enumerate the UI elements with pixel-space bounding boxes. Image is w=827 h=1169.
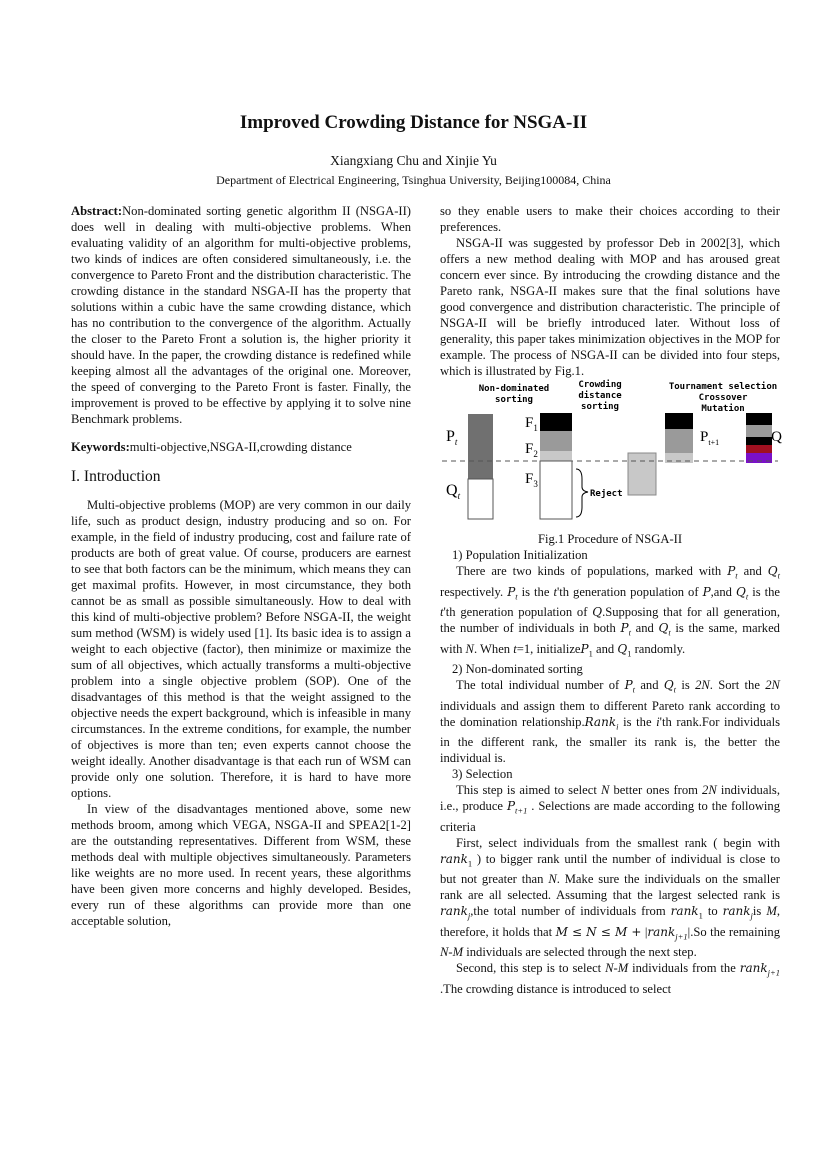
section-heading-introduction: I. Introduction xyxy=(71,468,161,485)
label-f3: $F_3$ xyxy=(525,471,538,489)
procedure-diagram xyxy=(440,380,782,531)
pt-box xyxy=(468,414,493,479)
intro-paragraph-4: NSGA-II was suggested by professor Deb in 2002[3], which offers a new method dealing with MOP and has aroused great concern ever since. By introducing the crowding distance and the Pareto rank, NSGA-II makes sure that the final solutions have good convergence and distribution characteristic. The principle of NSGA-II will be briefly introduced later. Without loss of generality, this paper takes minimization objectives in the MOP for example. The process of NSGA-II can be divided into four steps, which is illustrated by Fig.1. xyxy=(440,236,780,378)
abstract xyxy=(71,203,411,427)
label-nondominated-sorting: sorting xyxy=(495,395,533,405)
label-crossover: Crossover xyxy=(698,393,748,403)
intro-paragraph-1: Multi-objective problems (MOP) are very common in our daily life, such as product design, industry producing and so on. For example, in the field of industry producing, cost and failure rate of products are both of great value. Of course, producers are earnest to see that both factors can be the minimum, which means they can get maximal profits. However, in most circumstance, they both cannot be as small as possible simultaneously. How to deal with this kind of multi-objective problem? Before NSGA-II, the weight sum method (WSM) is widely used [1]. Its basic idea is to assign a weight to each objective (factor), then minimize or maximize the sum of all objectives, which actually transforms a multi-objective problem into a single objective problem (SOP). One of the disadvantages of this method is that the weight assigned to the objective needs the expert background, which is infeasible in many circumstances. In the extreme conditions, for example, the number of objectives is more than ten; even experts cannot choose the weight ideally. Another disadvantage is that each run of WSM can provide only one solution. Therefore, it is hard to have more options. xyxy=(71,498,411,800)
affiliation: Department of Electrical Engineering, Tsinghua University, Beijing100084, China xyxy=(216,173,611,187)
label-crowding: Crowding xyxy=(578,380,622,390)
label-mutation: Mutation xyxy=(701,404,745,414)
qt1-block-3 xyxy=(746,437,772,445)
label-qt: $Q_t$ xyxy=(446,482,461,501)
intro-paragraph-3: so they enable users to make their choices according to their preferences. xyxy=(440,204,780,234)
paper-title: Improved Crowding Distance for NSGA-II xyxy=(239,112,588,133)
label-tournament: Tournament selection xyxy=(668,382,778,392)
pt1-front1-box xyxy=(665,413,693,429)
front3-box xyxy=(540,461,572,519)
keywords xyxy=(71,439,411,455)
keywords-text: multi-objective,NSGA-II,crowding distance xyxy=(129,440,352,454)
qt-box xyxy=(468,479,493,519)
qt1-block-1 xyxy=(746,413,772,425)
step-3-text-1: This step is aimed to select N better ones from 2N individuals, i.e., produce $P_{t+1}$ . Selections are made according to the following criteria xyxy=(440,783,781,834)
front2-top-box xyxy=(540,431,572,451)
label-f2: $F_2$ xyxy=(525,441,538,459)
abstract-text: Non-dominated sorting genetic algorithm II (NSGA-II) does well in dealing with multi-objective problems. When evaluating validity of an algorithm for multi-objective problems, two kinds of indices are often considered simultaneously, i.e. the convergence to Pareto Front and the distribution characteristic. The crowding distance in the standard NSGA-II has the property that solutions within a cubic have the same crowding distance, which has no contribution to the convergence of the algorithm. Actually the closer to the Pareto Front a solution is, the higher priority it should have. In the paper, the crowding distance is redefined while keeping almost all the advantages of the original one. Moreover, the speed of converging to the Pareto Front is faster. Finally, the improvement is proved to be effective by applying it to solve nine Benchmark problems. xyxy=(71,204,411,426)
left-column xyxy=(71,203,411,929)
figure-caption: Fig.1 Procedure of NSGA-II xyxy=(537,532,683,546)
step-1-title: 1) Population Initialization xyxy=(452,548,588,562)
keywords-label: Keywords: xyxy=(71,440,130,454)
step-3-text-3: Second, this step is to select N-M individuals from the rank$_{j+1}$ .The crowding distance is introduced to select xyxy=(440,961,780,996)
step-2-text: The total individual number of $P_t$ and $Q_t$ is 2N. Sort the 2N individuals and assign them to different Pareto rank according to the domination relationship.Rank$_i$ is the i'th rank.For individuals in the different rank, the smaller its rank is, the better the individual is. xyxy=(440,678,780,766)
step-3-text-2: First, select individuals from the smallest rank ( begin with rank$_1$ ) to bigger rank until the number of individual is close to but not greater than N. Make sure the individuals on the smaller rank are all selected. Assuming that the largest selected rank is rank$_j$,the total number of individuals from rank$_1$ to rank$_j$is M, therefore, it holds that M ≤ N ≤ M + |rank$_{j+1}$|.So the remaining N-M individuals are selected through the next step. xyxy=(440,835,780,960)
label-reject: Reject xyxy=(590,489,623,499)
qt1-block-2 xyxy=(746,425,772,437)
figure-nsga2-procedure xyxy=(440,380,782,531)
front2-bottom-box xyxy=(540,451,572,461)
reject-brace xyxy=(576,469,588,517)
label-pt: $P_t$ xyxy=(446,428,458,447)
label-nondominated: Non-dominated xyxy=(478,384,550,394)
label-f1: $F_1$ xyxy=(525,415,538,433)
label-pt1: $P_{t+1}$ xyxy=(700,429,720,447)
abstract-label: Abstract: xyxy=(71,204,123,218)
qt1-block-red xyxy=(746,445,772,453)
front1-box xyxy=(540,413,572,431)
label-crowding-distance: distance xyxy=(578,391,622,401)
label-qt1: Q xyxy=(771,429,782,445)
authors: Xiangxiang Chu and Xinjie Yu xyxy=(330,153,497,168)
step-3-title: 3) Selection xyxy=(452,767,513,782)
crowding-box xyxy=(628,453,656,495)
intro-paragraph-2: In view of the disadvantages mentioned above, some new methods broom, among which VEGA, NSGA-II and SPEA2[1-2] are the outstanding representatives. Different from WSM, these methods deal with multiple objectives simultaneously. Parameters like weights are no more used. In recent years, these algorithms have been given more concerns and highly developed. Besides, every run of these algorithms can provide more than one acceptable solution, xyxy=(71,802,411,928)
label-crowding-sorting: sorting xyxy=(581,402,619,412)
step-2-title: 2) Non-dominated sorting xyxy=(452,662,583,677)
step-1-text: There are two kinds of populations, marked with $P_t$ and $Q_t$ respectively. $P_t$ is the t'th generation population of P,and $Q_t$ is the t'th generation population of Q.Supposing that for all generation, the number of individuals in both $P_t$ and $Q_t$ is the same, marked with N. When t=1, initializeP$_1$ and $Q_1$ randomly. xyxy=(440,564,781,659)
pt1-front2-box xyxy=(665,429,693,453)
right-column xyxy=(440,203,780,997)
